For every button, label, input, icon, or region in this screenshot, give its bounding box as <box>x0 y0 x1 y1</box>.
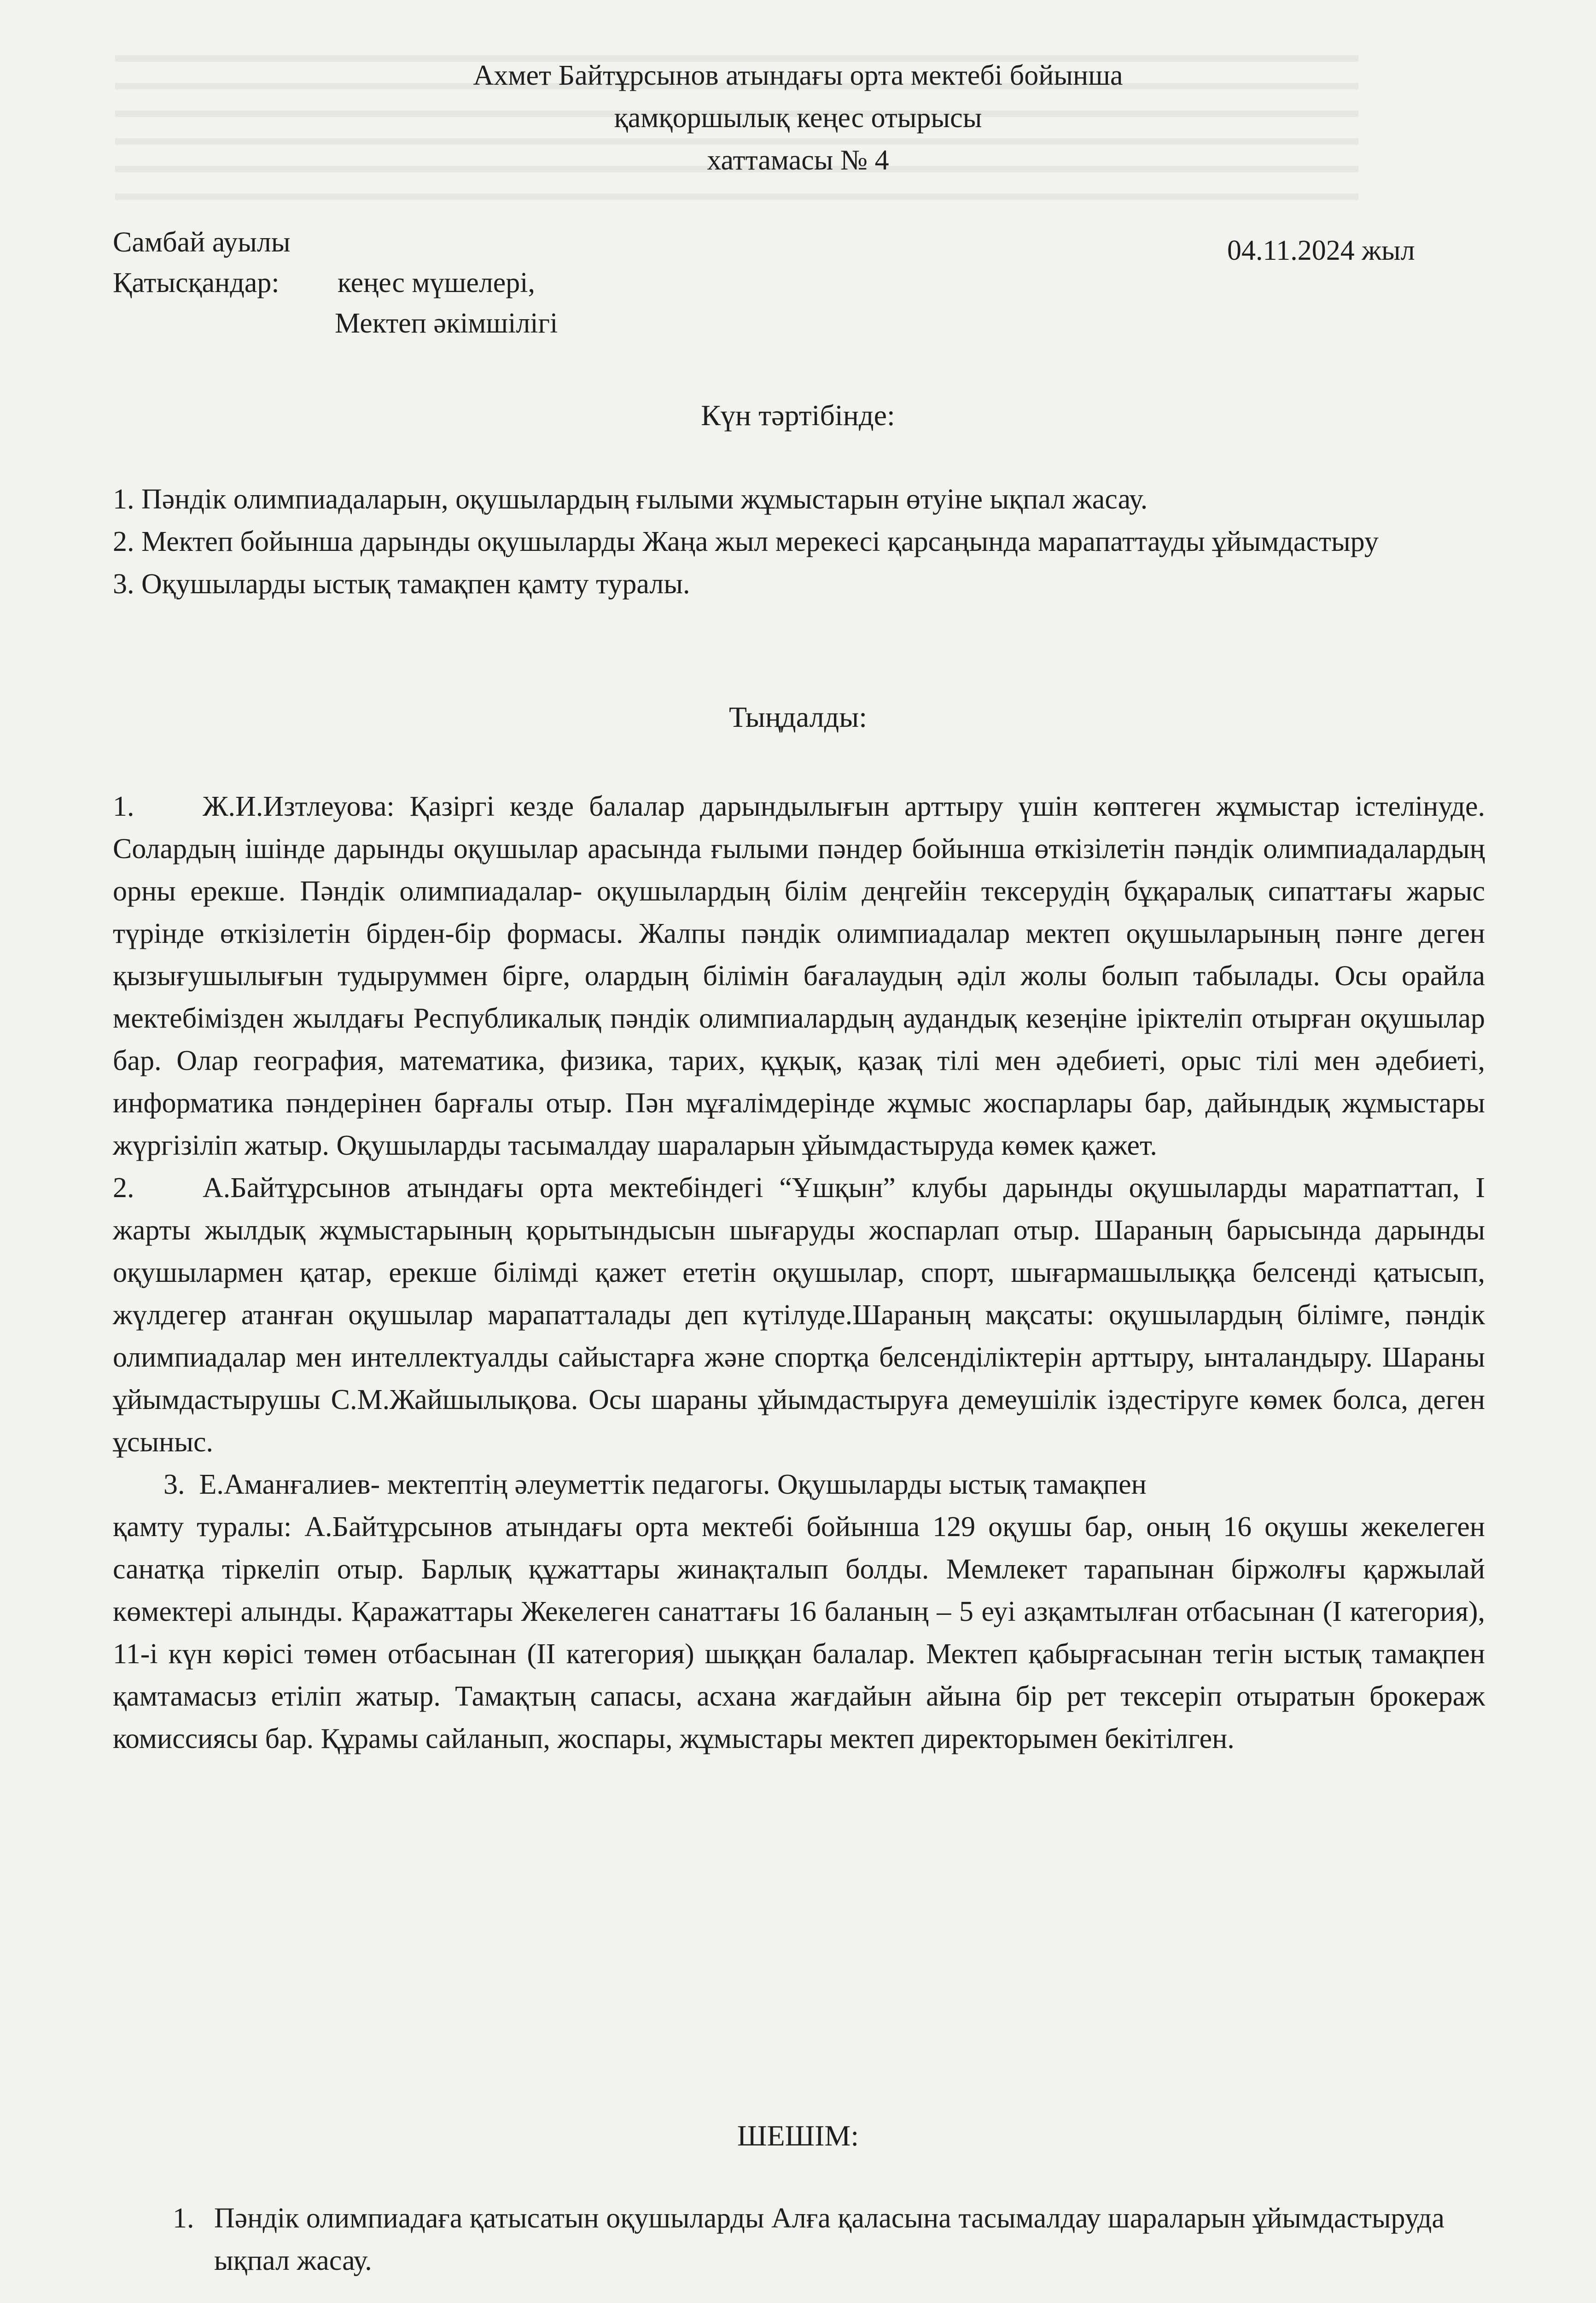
agenda-item: 1. Пәндік олимпиадаларын, оқушылардың ғылыми жұмыстарын өтуіне ықпал жасау. <box>113 484 1148 515</box>
place-name: Самбай ауылы <box>113 227 291 258</box>
participants-label: Қатысқандар: <box>113 267 280 298</box>
agenda-item: 3. Оқушыларды ыстық тамақпен қамту туралы. <box>113 568 690 600</box>
meeting-date: 04.11.2024 жыл <box>1227 235 1415 266</box>
agenda-item: 2. Мектеп бойынша дарынды оқушыларды Жаңа жыл мерекесі қарсаңында марапаттауды ұйымдастыру <box>113 526 1379 557</box>
heard-heading: Тыңдалды: <box>729 701 867 733</box>
heard-paragraph-1 <box>113 785 1485 1167</box>
heard-section <box>113 785 1485 1760</box>
heard-paragraph-2 <box>113 1167 1485 1463</box>
paragraph-text: Е.Аманғалиев- мектептің әлеуметтік педагогы. Оқушыларды ыстық тамақпен <box>199 1469 1147 1500</box>
heard-paragraph-3 <box>113 1463 1485 1760</box>
agenda-list <box>113 478 1485 605</box>
document-title <box>0 54 1596 181</box>
agenda-heading: Күн тәртібінде: <box>701 399 895 432</box>
title-line-1: Ахмет Байтұрсынов атындағы орта мектебі бойынша <box>473 60 1123 91</box>
decision-number: 1. <box>173 2203 194 2234</box>
paragraph-number: 1. <box>113 791 134 822</box>
decision-text: Пәндік олимпиадаға қатысатын оқушыларды Алға қаласына тасымалдау шараларын ұйымдастыруда ықпал жасау. <box>214 2203 1445 2276</box>
decision-item-1 <box>173 2197 1457 2282</box>
participants-members: кеңес мүшелері, <box>338 267 536 298</box>
title-line-2: қамқоршылық кеңес отырысы <box>614 102 982 134</box>
title-line-3: хаттамасы № 4 <box>707 145 889 176</box>
paragraph-number: 2. <box>113 1172 134 1204</box>
participants-administration: Мектеп әкімшілігі <box>335 308 558 339</box>
decision-heading: ШЕШІМ: <box>737 2119 859 2152</box>
paragraph-text: А.Байтұрсынов атындағы орта мектебіндегі “Ұшқын” клубы дарынды оқушыларды маратпаттап, I жарты жылдық жұмыстарының қорытындысын шығаруды жоспарлап отыр. Шараның барысында дарынды оқушылармен қатар, ерекше білімді қажет ететін оқушылар, спорт, шығармашылыққа белсенді қатысып, жүлдегер атанған оқушылар марапатталады деп күтілуде.Шараның мақсаты: оқушылардың білімге, пәндік олимпиадалар мен интеллектуалды сайыстарға және спортқа белсенділіктерін арттыру, ынталандыру. Шараны ұйымдастырушы С.М.Жайшылықова. Осы шараны ұйымдастыруға демеушілік іздестіруге көмек болса, деген ұсыныс. <box>113 1172 1485 1458</box>
paragraph-text: Ж.И.Изтлеуова: Қазіргі кезде балалар дарындылығын арттыру үшін көптеген жұмыстар істелінуде. Солардың ішінде дарынды оқушылар арасында ғылыми пәндер бойынша өткізілетін пәндік олимпиадалардың орны ерекше. Пәндік олимпиадалар- оқушылардың білім деңгейін тексерудің бұқаралық сипаттағы жарыс түрінде өткізілетін бірден-бір формасы. Жалпы пәндік олимпиадалар мектеп оқушыларының пәнге деген қызығушылығын тудыруммен бірге, олардың білімін бағалаудың әділ жолы болып табылады. Осы орайла мектебімізден жылдағы Республикалық пәндік олимпиалардың аудандық кезеңіне іріктеліп отырған оқушылар бар. Олар география, математика, физика, тарих, құқық, қазақ тілі мен әдебиеті, орыс тілі мен әдебиеті, информатика пәндерінен барғалы отыр. Пән мұғалімдерінде жұмыс жоспарлары бар, дайындық жұмыстары жүргізіліп жатыр. Оқушыларды тасымалдау шараларын ұйымдастыруда көмек қажет. <box>113 791 1485 1161</box>
paragraph-number: 3. <box>163 1469 185 1500</box>
paragraph-text: қамту туралы: А.Байтұрсынов атындағы орта мектебі бойынша 129 оқушы бар, оның 16 оқушы жекелеген санатқа тіркеліп отыр. Барлық құжаттары жинақталып болды. Мемлекет тарапынан біржолғы қаржылай көмектері алынды. Қаражаттары Жекелеген санаттағы 16 баланың – 5 еуі азқамтылған отбасынан (I категория), 11-і күн көрісі төмен отбасынан (II категория) шыққан балалар. Мектеп қабырғасынан тегін ыстық тамақпен қамтамасыз етіліп жатыр. Тамақтың сапасы, асхана жағдайын айына бір рет тексеріп отыратын брокераж комиссиясы бар. Құрамы сайланып, жоспары, жұмыстары мектеп директорымен бекітілген. <box>113 1511 1485 1754</box>
